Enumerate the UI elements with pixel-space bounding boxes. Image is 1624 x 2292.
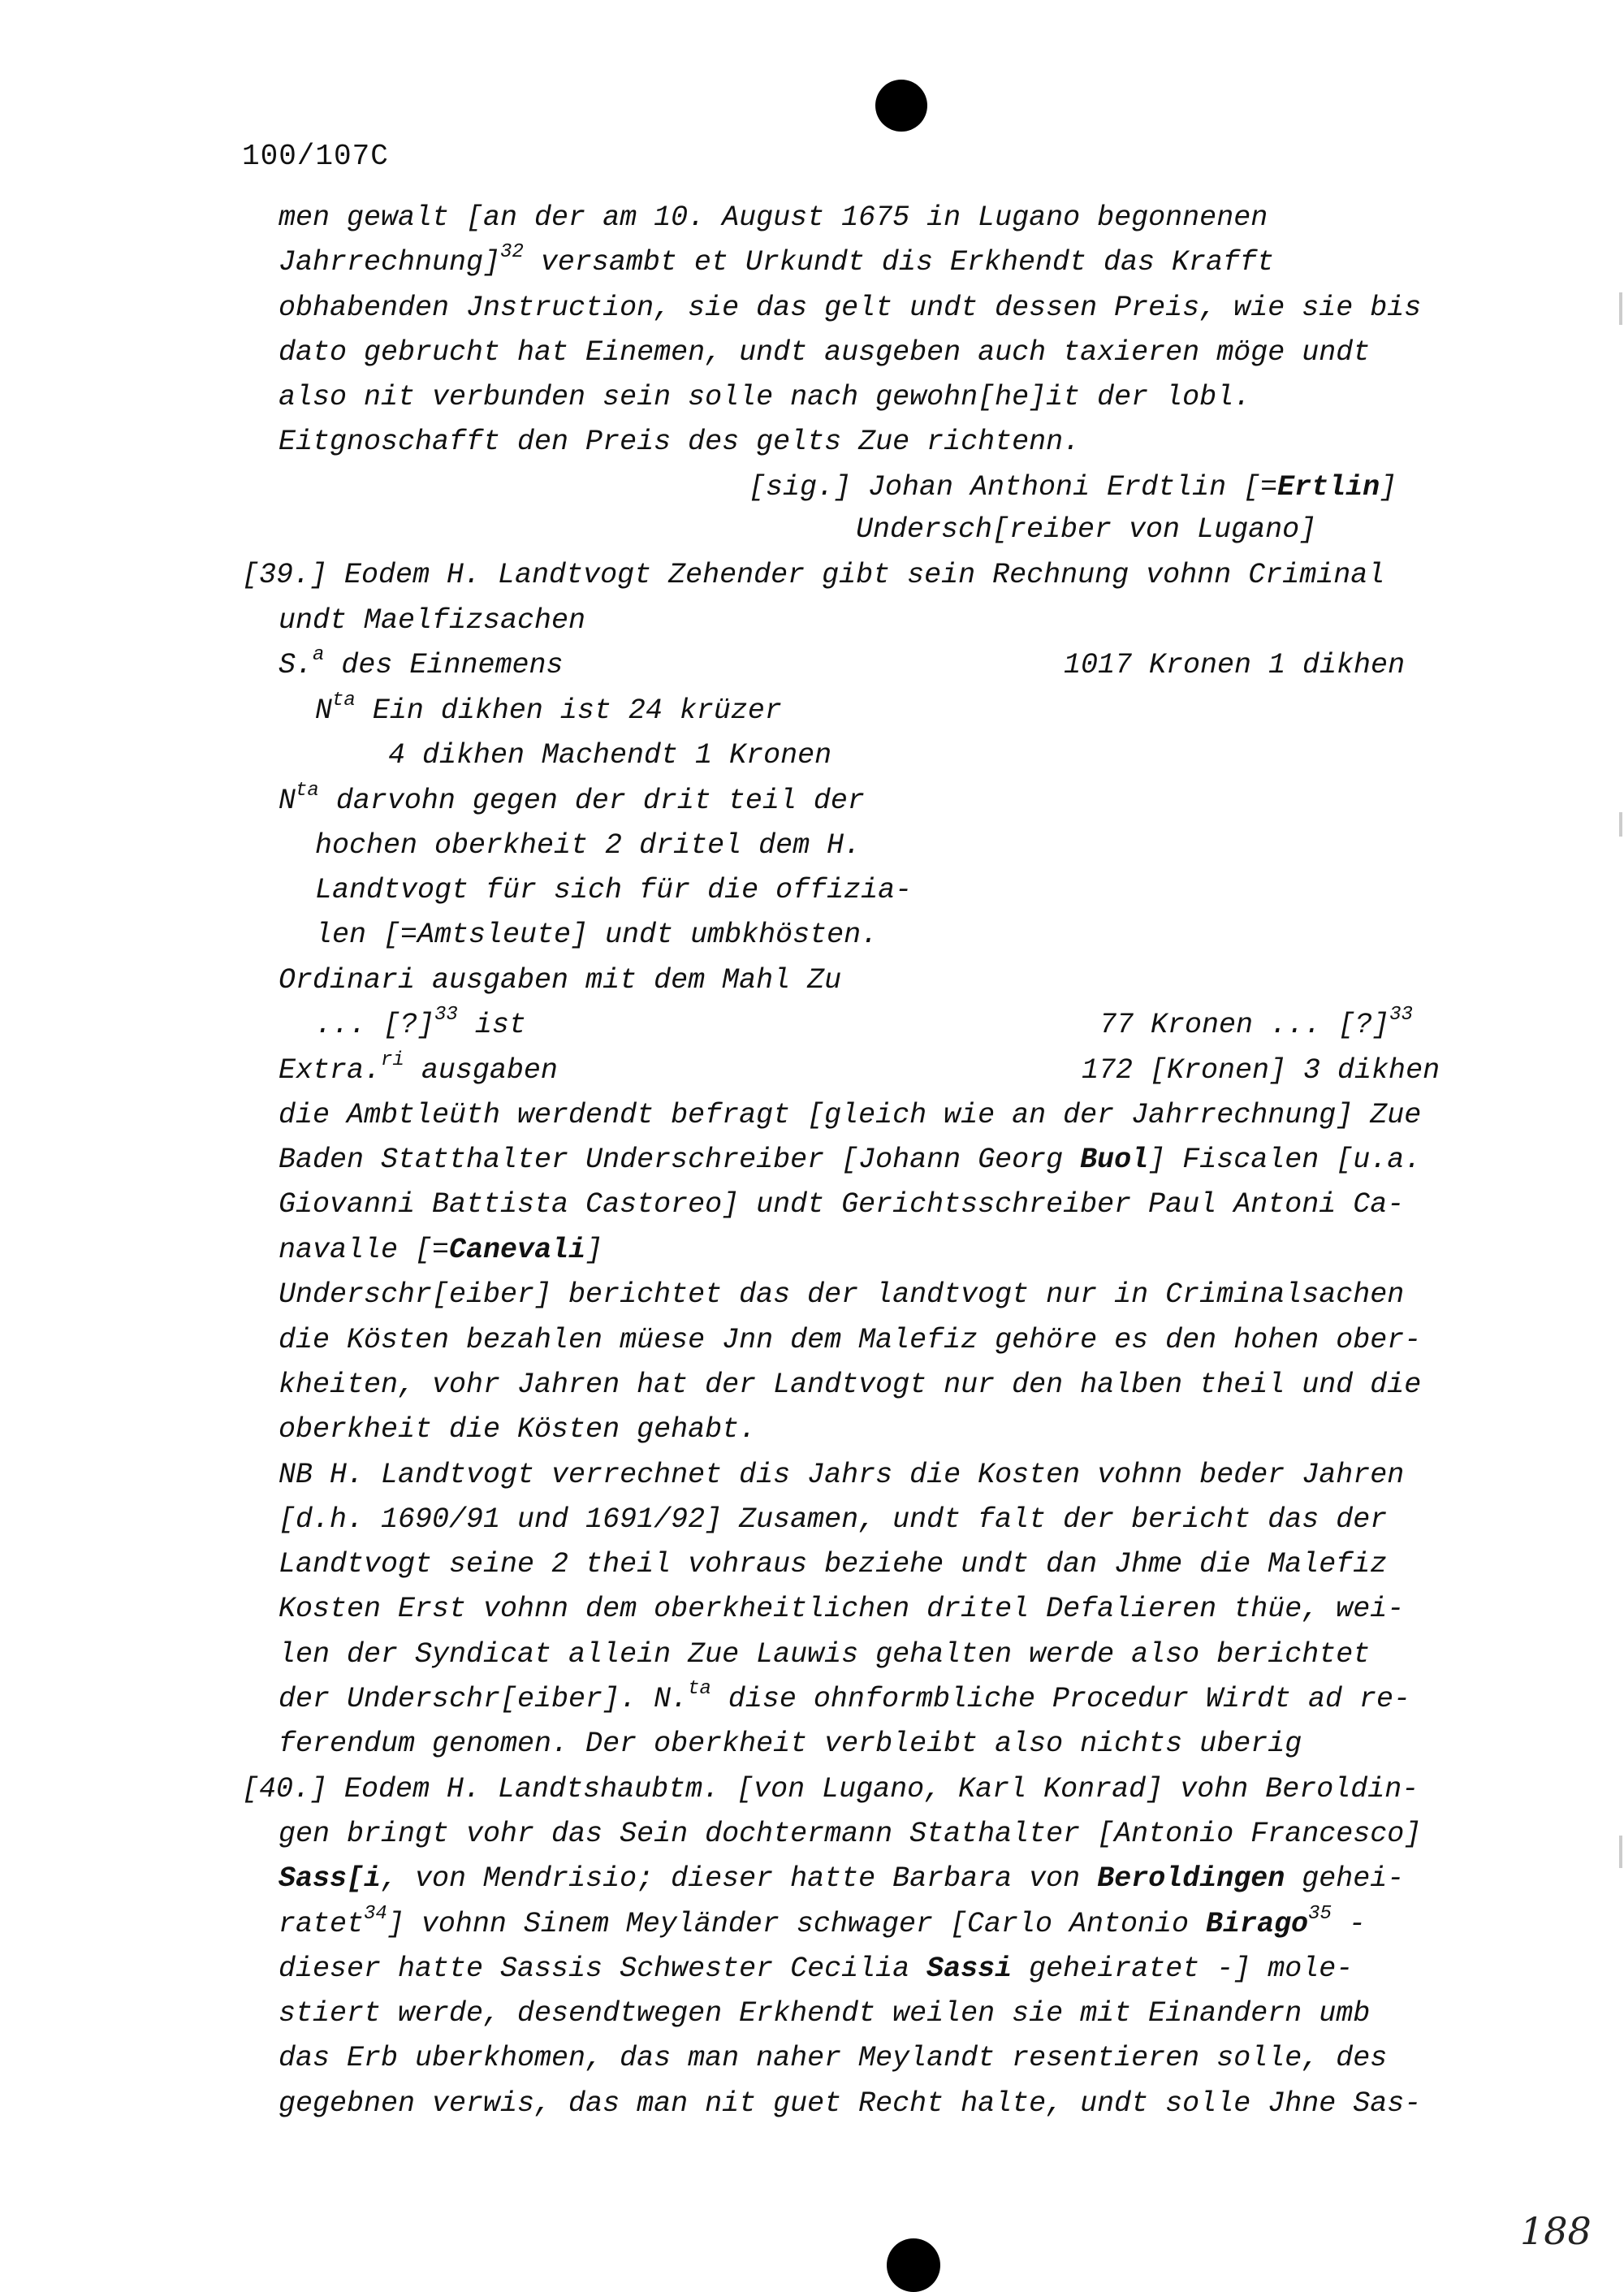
account-row-label: ... [?]$^{33}$ ist xyxy=(315,1004,526,1041)
text-line: Ordinari ausgaben mit dem Mahl Zu xyxy=(279,964,842,997)
text-line: hochen oberkheit 2 dritel dem H. xyxy=(315,829,862,862)
account-row-value: 172 [Kronen] 3 dikhen xyxy=(1082,1054,1440,1087)
footnote-ref: 32 xyxy=(500,241,524,263)
text-line: Sass[i, von Mendrisio; dieser hatte Barbara von Beroldingen gehei- xyxy=(279,1862,1405,1895)
account-row-value: 77 Kronen ... [?]$^{33}$ xyxy=(1099,1004,1413,1041)
entry-40-heading: [40.] Eodem H. Landtshaubtm. [von Lugano, Karl Konrad] vohn Beroldin- xyxy=(242,1773,1419,1805)
text-line: Landtvogt seine 2 theil vohraus beziehe undt dan Jhme die Malefiz xyxy=(279,1548,1388,1581)
account-row-value: 1017 Kronen 1 dikhen xyxy=(1064,649,1406,681)
text-line: undt Maelfizsachen xyxy=(279,604,586,637)
text-line: Jahrrechnung]$^{32}$ versambt et Urkundt dis Erkhendt das Krafft xyxy=(279,241,1275,279)
text-line: NB H. Landtvogt verrechnet dis Jahrs die Kosten vohnn beder Jahren xyxy=(279,1459,1405,1491)
punch-hole-bottom xyxy=(887,2238,940,2292)
folio-number: 188 xyxy=(1520,2209,1592,2253)
text-line: kheiten, vohr Jahren hat der Landtvogt nur den halben theil und die xyxy=(279,1369,1422,1401)
text-line: men gewalt [an der am 10. August 1675 in Lugano begonnenen xyxy=(279,201,1268,234)
text-line: dieser hatte Sassis Schwester Cecilia Sassi geheiratet -] mole- xyxy=(279,1953,1354,1985)
account-row-label: S.$^a$ des Einnemens xyxy=(279,644,564,681)
signature-line: [sig.] Johan Anthoni Erdtlin [=Ertlin] xyxy=(749,471,1397,504)
text-line: ratet$^{34}$] vohnn Sinem Meyländer schwager [Carlo Antonio Birago$^{35}$ - xyxy=(279,1903,1366,1940)
text-line: Kosten Erst vohnn dem oberkheitlichen dritel Defalieren thüe, wei- xyxy=(279,1593,1405,1625)
scan-edge-mark xyxy=(1619,1836,1622,1868)
signature-title: Undersch[reiber von Lugano] xyxy=(856,513,1317,546)
punch-hole-top xyxy=(875,80,927,132)
text-line: ferendum genomen. Der oberkheit verbleibt also nichts uberig xyxy=(279,1728,1302,1760)
text-line: 4 dikhen Machendt 1 Kronen xyxy=(388,739,832,772)
text-line: das Erb uberkhomen, das man naher Meylandt resentieren solle, des xyxy=(279,2042,1388,2074)
text-line: dato gebrucht hat Einemen, undt ausgeben auch taxieren möge undt xyxy=(279,336,1371,369)
text-line: len der Syndicat allein Zue Lauwis gehalten werde also berichtet xyxy=(279,1638,1371,1671)
text-line: Eitgnoschafft den Preis des gelts Zue richtenn. xyxy=(279,426,1081,458)
text-line: die Ambtleüth werdendt befragt [gleich wie an der Jahrrechnung] Zue xyxy=(279,1099,1422,1131)
text-line: die Kösten bezahlen müese Jnn dem Malefiz gehöre es den hohen ober- xyxy=(279,1324,1422,1356)
text-line: Landtvogt für sich für die offizia- xyxy=(315,874,913,906)
entry-39-heading: [39.] Eodem H. Landtvogt Zehender gibt sein Rechnung vohnn Criminal xyxy=(242,559,1385,591)
account-row-label: Extra.$^{ri}$ ausgaben xyxy=(279,1049,558,1087)
archive-number: 100/107C xyxy=(242,140,389,173)
text-line: gegebnen verwis, das man nit guet Recht halte, undt solle Jhne Sas- xyxy=(279,2087,1422,2120)
text-line: Giovanni Battista Castoreo] undt Gerichtsschreiber Paul Antoni Ca- xyxy=(279,1188,1405,1221)
text-line: $N^{ta}$ Ein dikhen ist 24 krüzer xyxy=(315,690,782,727)
text-line: $N^{ta}$ darvohn gegen der drit teil der xyxy=(279,780,865,817)
text-line: Underschr[eiber] berichtet das der landtvogt nur in Criminalsachen xyxy=(279,1278,1405,1311)
text-line: der Underschr[eiber]. N.$^{ta}$ dise ohnformbliche Procedur Wirdt ad re- xyxy=(279,1678,1411,1715)
text-line: [d.h. 1690/91 und 1691/92] Zusamen, undt falt der bericht das der xyxy=(279,1503,1388,1536)
text-line: obhabenden Jnstruction, sie das gelt undt dessen Preis, wie sie bis xyxy=(279,292,1422,324)
text-line: len [=Amtsleute] undt umbkhösten. xyxy=(315,919,879,951)
scan-edge-mark xyxy=(1619,292,1622,325)
text-line: oberkheit die Kösten gehabt. xyxy=(279,1413,757,1446)
text-line: gen bringt vohr das Sein dochtermann Stathalter [Antonio Francesco] xyxy=(279,1818,1422,1850)
text-line: Baden Statthalter Underschreiber [Johann Georg Buol] Fiscalen [u.a. xyxy=(279,1144,1422,1176)
scan-edge-mark xyxy=(1619,812,1622,837)
text-line: navalle [=Canevali] xyxy=(279,1234,603,1266)
text-line: stiert werde, desendtwegen Erkhendt weilen sie mit Einandern umb xyxy=(279,1997,1371,2030)
text-line: also nit verbunden sein solle nach gewohn[he]it der lobl. xyxy=(279,381,1251,413)
